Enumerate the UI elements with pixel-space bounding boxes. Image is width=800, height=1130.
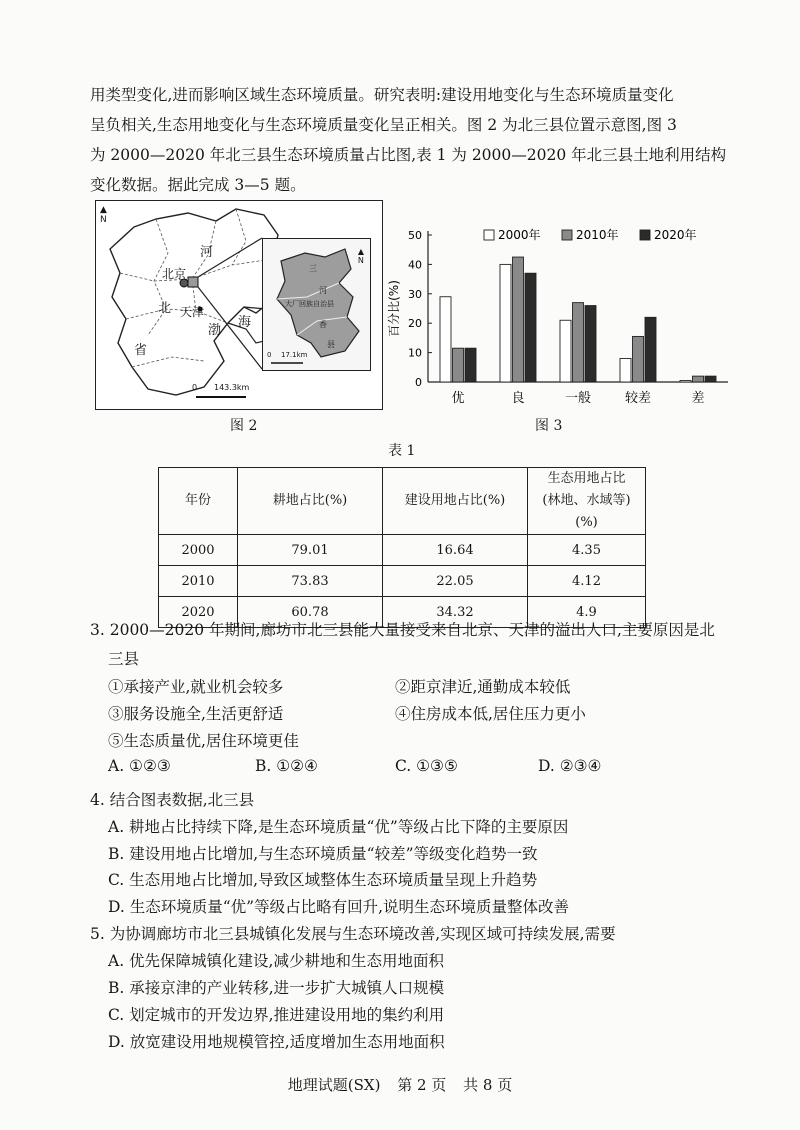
legend-label: 2020年 xyxy=(654,228,697,242)
inset-label-dachang: 大厂回族自治县 xyxy=(285,300,334,308)
q5-option-c: C. 划定城市的开发边界,推进建设用地的集约利用 xyxy=(108,1006,445,1024)
category-label: 较差 xyxy=(624,391,652,406)
y-tick-label: 0 xyxy=(415,376,422,389)
bar-2020年 xyxy=(585,306,596,382)
bar-2010年 xyxy=(513,257,524,382)
inset-scale-label: 17.1km xyxy=(281,351,308,359)
cell-construction: 22.05 xyxy=(383,566,528,597)
bar-2000年 xyxy=(440,297,451,382)
legend-swatch xyxy=(640,230,650,240)
y-tick-label: 40 xyxy=(408,258,422,272)
bar-2000年 xyxy=(620,358,631,382)
table-header-row xyxy=(159,468,646,535)
cell-farmland: 79.01 xyxy=(238,535,383,566)
q4-stem: 4. 结合图表数据,北三县 xyxy=(90,791,255,809)
sanhe-marker xyxy=(188,277,198,287)
cell-ecological: 4.9 xyxy=(528,597,646,628)
inset-label-san: 三 xyxy=(309,264,317,273)
q5-option-d: D. 放宽建设用地规模管控,适度增加生态用地面积 xyxy=(108,1033,445,1051)
table-row xyxy=(159,535,646,566)
y-tick-label: 20 xyxy=(408,317,422,331)
inset-label-he: 河 xyxy=(319,286,327,295)
category-label: 一般 xyxy=(564,391,592,406)
cell-construction: 34.32 xyxy=(383,597,528,628)
header-farmland: 耕地占比(%) xyxy=(238,468,383,535)
bar-2000年 xyxy=(560,320,571,382)
bar-2010年 xyxy=(633,336,644,382)
legend-swatch xyxy=(562,230,572,240)
q3-item-1: ①承接产业,就业机会较多 xyxy=(108,678,284,696)
land-use-table xyxy=(158,467,646,628)
q3-item-2: ②距京津近,通勤成本较低 xyxy=(395,678,571,696)
scale-zero: 0 xyxy=(192,383,198,392)
label-bo: 渤 xyxy=(208,323,222,338)
cell-year: 2000 xyxy=(159,535,238,566)
q3-option-d: D. ②③④ xyxy=(538,757,602,775)
header-ecological-line1: 生态用地占比 xyxy=(547,471,626,486)
cell-year: 2020 xyxy=(159,597,238,628)
bar-2000年 xyxy=(500,264,511,382)
scale-label: 143.3km xyxy=(214,383,250,392)
intro-line: 呈负相关,生态用地变化与生态环境质量变化呈正相关。图 2 为北三县位置示意图,图 3 xyxy=(90,116,677,134)
category-label: 差 xyxy=(691,391,705,406)
legend-swatch xyxy=(484,230,494,240)
q4-option-a: A. 耕地占比持续下降,是生态环境质量“优”等级占比下降的主要原因 xyxy=(108,818,569,836)
label-he: 河 xyxy=(200,245,214,260)
q3-stem-line2: 三县 xyxy=(108,650,140,668)
category-label: 优 xyxy=(451,391,465,406)
cell-farmland: 73.83 xyxy=(238,566,383,597)
table-row xyxy=(159,566,646,597)
q3-item-5: ⑤生态质量优,居住环境更佳 xyxy=(108,732,299,750)
bar-2010年 xyxy=(573,303,584,382)
figure2-inset-map xyxy=(262,238,371,371)
y-tick-label: 10 xyxy=(408,346,422,360)
y-tick-label: 50 xyxy=(408,229,422,242)
cell-ecological: 4.35 xyxy=(528,535,646,566)
intro-line: 用类型变化,进而影响区域生态环境质量。研究表明:建设用地变化与生态环境质量变化 xyxy=(90,86,674,104)
q3-item-3: ③服务设施全,生活更舒适 xyxy=(108,705,284,723)
q5-option-a: A. 优先保障城镇化建设,减少耕地和生态用地面积 xyxy=(108,952,444,970)
figure3-chart xyxy=(380,222,740,434)
legend-label: 2010年 xyxy=(576,228,619,242)
y-axis-label: 百分比(%) xyxy=(387,280,401,337)
intro-paragraph xyxy=(90,80,730,200)
bar-2010年 xyxy=(693,376,704,382)
inset-north-arrow-icon: ▲ N xyxy=(357,247,364,265)
cell-construction: 16.64 xyxy=(383,535,528,566)
label-beijing: 北京 xyxy=(162,267,187,281)
label-bei: 北 xyxy=(158,301,172,316)
y-tick-label: 30 xyxy=(408,287,422,301)
inset-label-xiang: 香 xyxy=(319,320,327,329)
table1-title: 表 1 xyxy=(388,443,416,459)
header-ecological xyxy=(528,468,646,535)
q4-option-b: B. 建设用地占比增加,与生态环境质量“较差”等级变化趋势一致 xyxy=(108,845,538,863)
footer-page: 第 2 页 xyxy=(397,1076,447,1094)
cell-farmland: 60.78 xyxy=(238,597,383,628)
bar-2020年 xyxy=(525,273,536,382)
footer-subject: 地理试题(SX) xyxy=(287,1076,381,1094)
figure3-caption: 图 3 xyxy=(535,418,563,434)
bar-chart-svg xyxy=(380,222,740,434)
q5-stem: 5. 为协调廊坊市北三县城镇化发展与生态环境改善,实现区域可持续发展,需要 xyxy=(90,925,616,943)
intro-line: 为 2000—2020 年北三县生态环境质量占比图,表 1 为 2000—2020 年北三县土地利用结构 xyxy=(90,146,727,164)
cell-year: 2010 xyxy=(159,566,238,597)
header-ecological-line2: (林地、水域等)(%) xyxy=(542,493,631,530)
north-arrow-icon: ▲ N xyxy=(100,205,107,225)
legend-label: 2000年 xyxy=(498,228,541,242)
footer-total: 共 8 页 xyxy=(463,1076,513,1094)
category-label: 良 xyxy=(511,391,525,406)
label-sheng: 省 xyxy=(134,343,148,358)
label-hai: 海 xyxy=(238,315,252,330)
header-construction: 建设用地占比(%) xyxy=(383,468,528,535)
bar-2000年 xyxy=(680,381,691,382)
bar-2020年 xyxy=(645,317,656,382)
q4-option-c: C. 生态用地占比增加,导致区域整体生态环境质量呈现上升趋势 xyxy=(108,871,538,889)
header-year: 年份 xyxy=(159,468,238,535)
q3-option-a: A. ①②③ xyxy=(108,757,171,775)
bar-2020年 xyxy=(705,376,716,382)
q3-item-4: ④住房成本低,居住压力更小 xyxy=(395,705,586,723)
q4-option-d: D. 生态环境质量“优”等级占比略有回升,说明生态环境质量整体改善 xyxy=(108,898,570,916)
inset-scale-zero: 0 xyxy=(267,351,272,359)
q3-option-c: C. ①③⑤ xyxy=(395,757,458,775)
page-footer xyxy=(0,1074,800,1095)
inset-label-xian: 县 xyxy=(327,340,335,349)
cell-ecological: 4.12 xyxy=(528,566,646,597)
q3-option-b: B. ①②④ xyxy=(255,757,318,775)
hebei-boundary xyxy=(110,209,286,395)
q5-option-b: B. 承接京津的产业转移,进一步扩大城镇人口规模 xyxy=(108,979,445,997)
bar-2010年 xyxy=(453,348,464,382)
intro-line: 变化数据。据此完成 3—5 题。 xyxy=(90,176,306,194)
label-tianjin: 天津 xyxy=(180,305,205,319)
q3-stem-line1: 3. 2000—2020 年期间,廊坊市北三县能大量接受来自北京、天津的溢出人口,主要原因是北 xyxy=(90,621,715,639)
figure2-caption: 图 2 xyxy=(230,418,258,434)
bar-2020年 xyxy=(465,348,476,382)
